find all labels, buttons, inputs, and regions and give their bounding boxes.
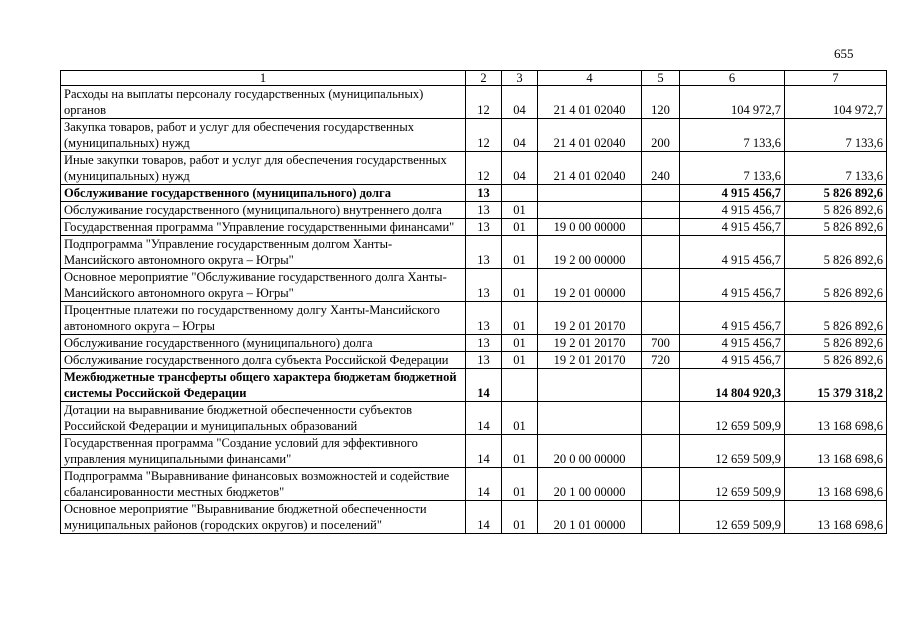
row-target-article-cell: 20 0 00 00000 <box>538 435 642 468</box>
row-name-cell: Основное мероприятие "Выравнивание бюджетной обеспеченности муниципальных районов (городских округов) и поселений" <box>61 501 466 534</box>
row-target-article-cell: 19 2 01 00000 <box>538 269 642 302</box>
row-amount-col7-cell: 5 826 892,6 <box>785 335 887 352</box>
row-section-cell: 14 <box>466 435 502 468</box>
row-target-article-cell: 19 2 01 20170 <box>538 302 642 335</box>
row-amount-col6-cell: 104 972,7 <box>680 86 785 119</box>
row-target-article-cell: 21 4 01 02040 <box>538 86 642 119</box>
row-section-cell: 13 <box>466 236 502 269</box>
row-section-cell: 13 <box>466 202 502 219</box>
header-cell-3: 3 <box>502 71 538 86</box>
header-cell-7: 7 <box>785 71 887 86</box>
row-expense-type-cell: 720 <box>642 352 680 369</box>
row-amount-col6-cell: 4 915 456,7 <box>680 335 785 352</box>
row-expense-type-cell: 240 <box>642 152 680 185</box>
header-cell-1: 1 <box>61 71 466 86</box>
row-section-cell: 13 <box>466 352 502 369</box>
row-subsection-cell: 01 <box>502 219 538 236</box>
row-section-cell: 13 <box>466 219 502 236</box>
row-name-cell: Расходы на выплаты персоналу государственных (муниципальных) органов <box>61 86 466 119</box>
row-amount-col6-cell: 4 915 456,7 <box>680 269 785 302</box>
header-cell-2: 2 <box>466 71 502 86</box>
row-section-cell: 12 <box>466 86 502 119</box>
row-name-cell: Закупка товаров, работ и услуг для обеспечения государственных (муниципальных) нужд <box>61 119 466 152</box>
table-row <box>61 219 887 236</box>
row-amount-col6-cell: 4 915 456,7 <box>680 236 785 269</box>
row-target-article-cell: 19 2 01 20170 <box>538 335 642 352</box>
row-target-article-cell: 19 0 00 00000 <box>538 219 642 236</box>
row-target-article-cell: 21 4 01 02040 <box>538 119 642 152</box>
table-header-row <box>61 71 887 86</box>
row-expense-type-cell <box>642 501 680 534</box>
row-subsection-cell: 01 <box>502 435 538 468</box>
table-row <box>61 402 887 435</box>
table-row <box>61 236 887 269</box>
row-name-cell: Обслуживание государственного долга субъекта Российской Федерации <box>61 352 466 369</box>
row-name-cell: Государственная программа "Управление государственными финансами" <box>61 219 466 236</box>
row-name-cell: Обслуживание государственного (муниципального) долга <box>61 185 466 202</box>
row-amount-col6-cell: 4 915 456,7 <box>680 185 785 202</box>
row-section-cell: 13 <box>466 269 502 302</box>
row-amount-col6-cell: 4 915 456,7 <box>680 202 785 219</box>
table-row <box>61 501 887 534</box>
row-amount-col7-cell: 13 168 698,6 <box>785 435 887 468</box>
row-name-cell: Подпрограмма "Выравнивание финансовых возможностей и содействие сбалансированности местных бюджетов" <box>61 468 466 501</box>
row-expense-type-cell <box>642 402 680 435</box>
row-subsection-cell: 01 <box>502 501 538 534</box>
row-name-cell: Обслуживание государственного (муниципального) внутреннего долга <box>61 202 466 219</box>
row-amount-col7-cell: 5 826 892,6 <box>785 202 887 219</box>
row-expense-type-cell: 700 <box>642 335 680 352</box>
table-row <box>61 202 887 219</box>
row-amount-col6-cell: 4 915 456,7 <box>680 352 785 369</box>
row-expense-type-cell <box>642 185 680 202</box>
row-amount-col7-cell: 5 826 892,6 <box>785 185 887 202</box>
row-section-cell: 14 <box>466 402 502 435</box>
row-expense-type-cell <box>642 269 680 302</box>
row-amount-col7-cell: 5 826 892,6 <box>785 219 887 236</box>
row-subsection-cell: 01 <box>502 402 538 435</box>
row-amount-col7-cell: 7 133,6 <box>785 119 887 152</box>
row-name-cell: Обслуживание государственного (муниципального) долга <box>61 335 466 352</box>
row-section-cell: 14 <box>466 501 502 534</box>
row-subsection-cell <box>502 369 538 402</box>
row-subsection-cell: 01 <box>502 335 538 352</box>
row-section-cell: 12 <box>466 119 502 152</box>
row-subsection-cell: 01 <box>502 468 538 501</box>
header-cell-4: 4 <box>538 71 642 86</box>
header-cell-6: 6 <box>680 71 785 86</box>
row-amount-col6-cell: 12 659 509,9 <box>680 402 785 435</box>
row-name-cell: Процентные платежи по государственному долгу Ханты-Мансийского автономного округа – Югры <box>61 302 466 335</box>
row-name-cell: Государственная программа "Создание условий для эффективного управления муниципальными финансами" <box>61 435 466 468</box>
table-row <box>61 269 887 302</box>
row-subsection-cell: 01 <box>502 202 538 219</box>
page-number: 655 <box>834 46 854 61</box>
row-section-cell: 13 <box>466 335 502 352</box>
row-amount-col6-cell: 7 133,6 <box>680 119 785 152</box>
row-name-cell: Межбюджетные трансферты общего характера бюджетам бюджетной системы Российской Федерации <box>61 369 466 402</box>
budget-table <box>60 70 887 534</box>
row-subsection-cell: 01 <box>502 236 538 269</box>
row-target-article-cell: 19 2 01 20170 <box>538 352 642 369</box>
row-expense-type-cell <box>642 236 680 269</box>
row-amount-col7-cell: 5 826 892,6 <box>785 302 887 335</box>
row-target-article-cell <box>538 402 642 435</box>
table-row <box>61 352 887 369</box>
row-expense-type-cell: 120 <box>642 86 680 119</box>
header-cell-5: 5 <box>642 71 680 86</box>
row-name-cell: Иные закупки товаров, работ и услуг для обеспечения государственных (муниципальных) нужд <box>61 152 466 185</box>
row-target-article-cell: 20 1 00 00000 <box>538 468 642 501</box>
row-amount-col7-cell: 104 972,7 <box>785 86 887 119</box>
row-name-cell: Подпрограмма "Управление государственным долгом Ханты-Мансийского автономного округа – Югры" <box>61 236 466 269</box>
row-amount-col7-cell: 13 168 698,6 <box>785 402 887 435</box>
table-row <box>61 468 887 501</box>
row-expense-type-cell: 200 <box>642 119 680 152</box>
row-amount-col6-cell: 12 659 509,9 <box>680 435 785 468</box>
row-section-cell: 14 <box>466 369 502 402</box>
row-target-article-cell: 20 1 01 00000 <box>538 501 642 534</box>
row-amount-col7-cell: 13 168 698,6 <box>785 468 887 501</box>
row-amount-col7-cell: 7 133,6 <box>785 152 887 185</box>
row-subsection-cell: 01 <box>502 269 538 302</box>
row-amount-col6-cell: 12 659 509,9 <box>680 468 785 501</box>
row-target-article-cell <box>538 185 642 202</box>
row-target-article-cell <box>538 369 642 402</box>
row-amount-col6-cell: 4 915 456,7 <box>680 302 785 335</box>
row-amount-col6-cell: 14 804 920,3 <box>680 369 785 402</box>
row-amount-col6-cell: 4 915 456,7 <box>680 219 785 236</box>
row-amount-col7-cell: 5 826 892,6 <box>785 236 887 269</box>
row-target-article-cell: 19 2 00 00000 <box>538 236 642 269</box>
row-section-cell: 12 <box>466 152 502 185</box>
row-section-cell: 14 <box>466 468 502 501</box>
row-amount-col7-cell: 5 826 892,6 <box>785 352 887 369</box>
row-expense-type-cell <box>642 302 680 335</box>
row-name-cell: Основное мероприятие "Обслуживание государственного долга Ханты-Мансийского автономного округа – Югры" <box>61 269 466 302</box>
row-subsection-cell <box>502 185 538 202</box>
table-row <box>61 435 887 468</box>
row-amount-col6-cell: 7 133,6 <box>680 152 785 185</box>
row-amount-col7-cell: 13 168 698,6 <box>785 501 887 534</box>
table-row <box>61 86 887 119</box>
row-subsection-cell: 04 <box>502 86 538 119</box>
row-expense-type-cell <box>642 468 680 501</box>
table-row <box>61 335 887 352</box>
row-name-cell: Дотации на выравнивание бюджетной обеспеченности субъектов Российской Федерации и муниципальных образований <box>61 402 466 435</box>
row-amount-col6-cell: 12 659 509,9 <box>680 501 785 534</box>
table-row <box>61 185 887 202</box>
row-target-article-cell <box>538 202 642 219</box>
table-row <box>61 119 887 152</box>
row-subsection-cell: 04 <box>502 119 538 152</box>
table-row <box>61 152 887 185</box>
row-section-cell: 13 <box>466 185 502 202</box>
row-expense-type-cell <box>642 219 680 236</box>
row-expense-type-cell <box>642 435 680 468</box>
row-expense-type-cell <box>642 369 680 402</box>
row-subsection-cell: 04 <box>502 152 538 185</box>
table-body <box>61 71 887 534</box>
row-expense-type-cell <box>642 202 680 219</box>
row-amount-col7-cell: 5 826 892,6 <box>785 269 887 302</box>
table-row <box>61 302 887 335</box>
table-row <box>61 369 887 402</box>
row-subsection-cell: 01 <box>502 352 538 369</box>
row-amount-col7-cell: 15 379 318,2 <box>785 369 887 402</box>
row-subsection-cell: 01 <box>502 302 538 335</box>
row-target-article-cell: 21 4 01 02040 <box>538 152 642 185</box>
row-section-cell: 13 <box>466 302 502 335</box>
